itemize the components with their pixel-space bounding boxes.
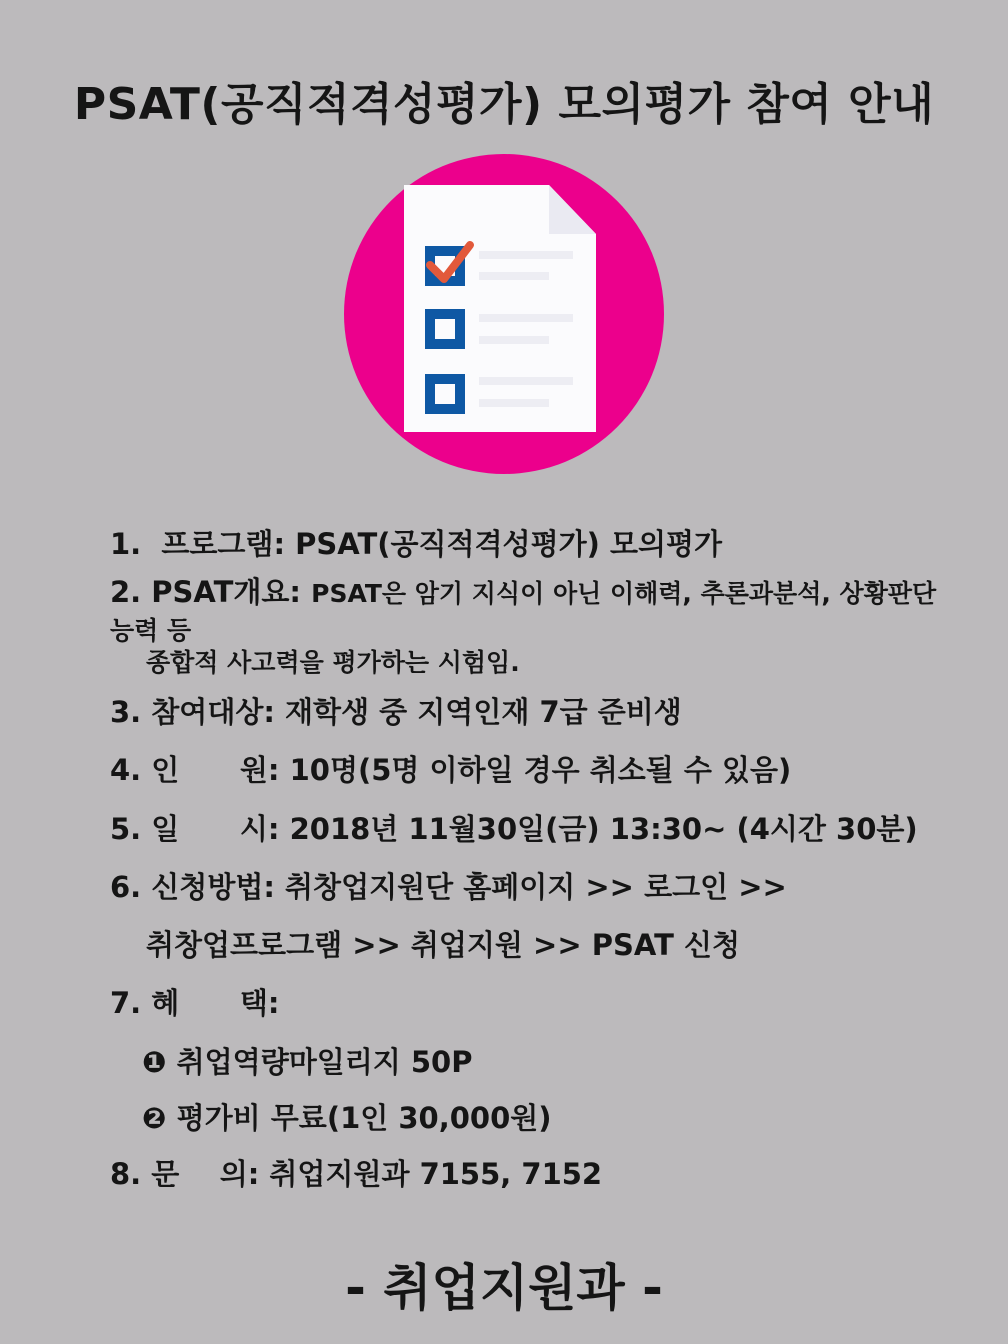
list-item-datetime: 5. 일 시: 2018년 11월30일(금) 13:30~ (4시간 30분) bbox=[110, 811, 918, 846]
footer-signature: - 취업지원과 - bbox=[345, 1259, 663, 1318]
list-item-overview-continuation: 종합적 사고력을 평가하는 시험임. bbox=[146, 647, 520, 677]
checklist-document-icon bbox=[344, 154, 664, 474]
checkbox-3-inner bbox=[435, 384, 455, 404]
list-item-apply-method-line2: 취창업프로그램 >> 취업지원 >> PSAT 신청 bbox=[146, 928, 740, 962]
text-line-3a bbox=[479, 377, 573, 385]
list-item-apply-method-line1: 6. 신청방법: 취창업지원단 홈페이지 >> 로그인 >> bbox=[110, 869, 787, 904]
list-item-benefits-label: 7. 혜 택: bbox=[110, 986, 280, 1021]
checklist-icon-wrap bbox=[0, 154, 1008, 474]
text-line-1a bbox=[479, 251, 573, 259]
info-list bbox=[0, 474, 1008, 1192]
list-item-overview bbox=[110, 574, 958, 647]
list-item-overview-lead: 2. PSAT개요: bbox=[110, 575, 312, 610]
list-item-overview-detail: PSAT은 암기 지식이 아닌 이해력, 추론과분석, 상황판단능력 등 bbox=[110, 579, 937, 645]
checkbox-2-inner bbox=[435, 319, 455, 339]
list-item-capacity: 4. 인 원: 10명(5명 이하일 경우 취소될 수 있음) bbox=[110, 753, 792, 788]
benefit-mileage: ❶ 취업역량마일리지 50P bbox=[142, 1044, 473, 1079]
poster-title: PSAT(공직적격성평가) 모의평가 참여 안내 bbox=[73, 79, 935, 130]
benefit-free-fee: ❷ 평가비 무료(1인 30,000원) bbox=[142, 1100, 552, 1135]
text-line-3b bbox=[479, 399, 549, 407]
list-item-contact: 8. 문 의: 취업지원과 7155, 7152 bbox=[110, 1157, 603, 1191]
text-line-2b bbox=[479, 336, 549, 344]
text-line-2a bbox=[479, 314, 573, 322]
list-item-target: 3. 참여대상: 재학생 중 지역인재 7급 준비생 bbox=[110, 695, 682, 729]
list-item-program: 1. 프로그램: PSAT(공직적격성평가) 모의평가 bbox=[110, 527, 723, 561]
text-line-1b bbox=[479, 272, 549, 280]
